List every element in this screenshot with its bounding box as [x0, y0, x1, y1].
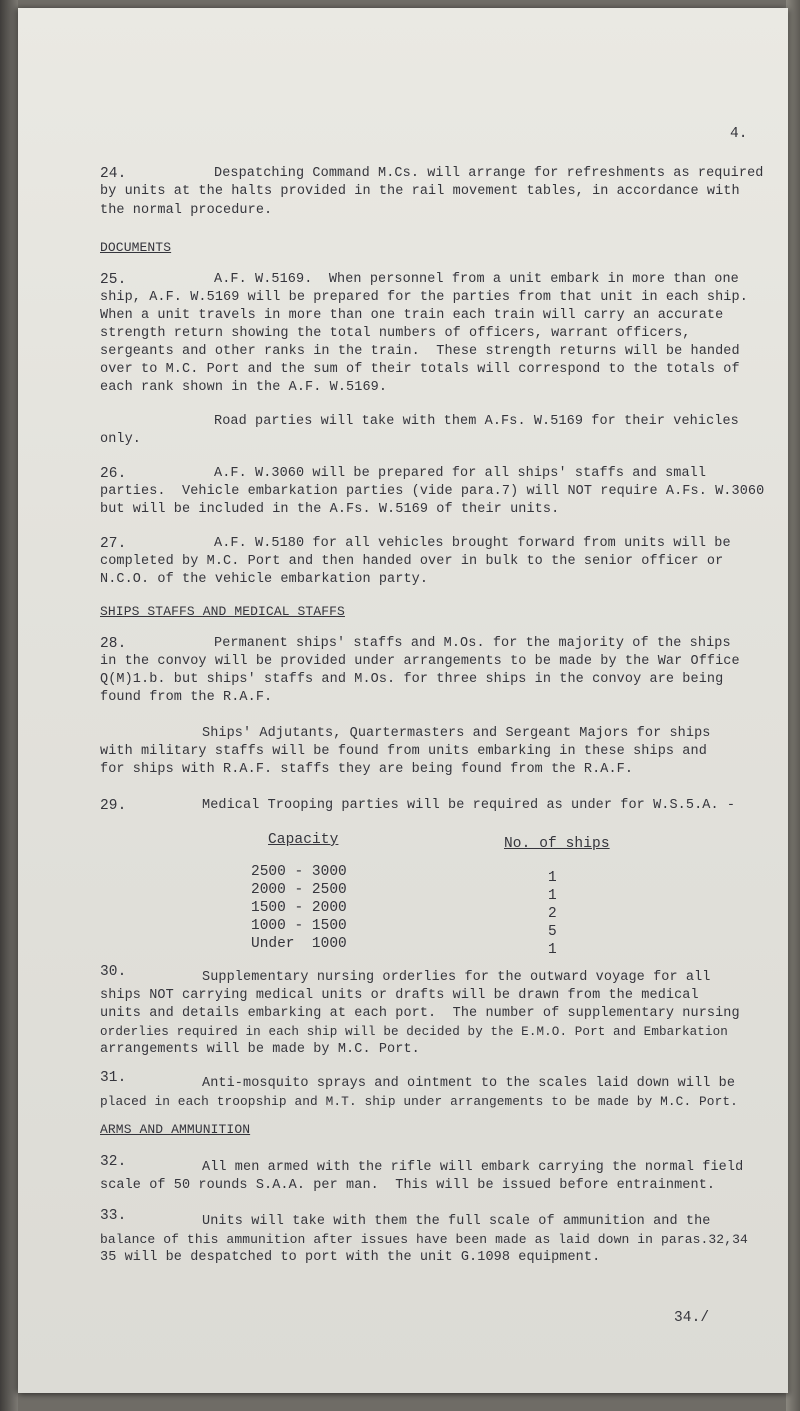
capacity-row-2: 2000 - 2500: [251, 882, 347, 898]
para-30-line-3: units and details embarking at each port. The number of supplementary nursing: [100, 1006, 740, 1021]
heading-documents: DOCUMENTS: [100, 240, 172, 255]
para-32-line-1: All men armed with the rifle will embark carrying the normal field: [202, 1160, 744, 1175]
para-29-text: Medical Trooping parties will be required as under for W.S.5.A. -: [202, 798, 736, 813]
para-27-number: 27.: [100, 536, 127, 552]
ships-row-5: 1: [548, 942, 557, 958]
para-27-line-1: A.F. W.5180 for all vehicles brought forward from units will be: [214, 536, 731, 551]
para-26-line-1: A.F. W.3060 will be prepared for all ships' staffs and small: [214, 466, 707, 481]
ships-row-1: 1: [548, 870, 557, 886]
para-28-number: 28.: [100, 636, 127, 652]
capacity-row-3: 1500 - 2000: [251, 900, 347, 916]
para-27-line-2: completed by M.C. Port and then handed over in bulk to the senior officer or: [100, 554, 724, 569]
capacity-row-5: Under 1000: [251, 936, 347, 952]
para-24-line-1: Despatching Command M.Cs. will arrange for refreshments as required: [214, 166, 764, 181]
ships-row-4: 5: [548, 924, 557, 940]
para-26-line-3: but will be included in the A.Fs. W.5169 of their units.: [100, 502, 560, 517]
binding-edge: [0, 0, 18, 1411]
para-31-line-1: Anti-mosquito sprays and ointment to the scales laid down will be: [202, 1076, 736, 1091]
para-28-line-4: found from the R.A.F.: [100, 690, 273, 705]
para-33-line-2: balance of this ammunition after issues have been made as laid down in paras.32,34: [100, 1232, 748, 1247]
para-26-line-2: parties. Vehicle embarkation parties (vide para.7) will NOT require A.Fs. W.3060: [100, 484, 765, 499]
para-25-line-1: A.F. W.5169. When personnel from a unit embark in more than one: [214, 272, 739, 287]
para-27-line-3: N.C.O. of the vehicle embarkation party.: [100, 572, 429, 587]
para-30-line-4: orderlies required in each ship will be decided by the E.M.O. Port and Embarkation: [100, 1025, 728, 1039]
para-25-road-1: Road parties will take with them A.Fs. W.5169 for their vehicles: [214, 414, 739, 429]
para-26-number: 26.: [100, 466, 127, 482]
para-25-line-2: ship, A.F. W.5169 will be prepared for the parties from that unit in each ship.: [100, 290, 748, 305]
para-25-number: 25.: [100, 272, 127, 288]
para-25-road-2: only.: [100, 432, 142, 447]
para-33-line-1: Units will take with them the full scale of ammunition and the: [202, 1214, 711, 1229]
ships-row-2: 1: [548, 888, 557, 904]
para-32-number: 32.: [100, 1154, 127, 1170]
para-28-line-2: in the convoy will be provided under arrangements to be made by the War Office: [100, 654, 740, 669]
para-30-line-2: ships NOT carrying medical units or drafts will be drawn from the medical: [100, 988, 699, 1003]
para-25-line-7: each rank shown in the A.F. W.5169.: [100, 380, 388, 395]
para-28-line-1: Permanent ships' staffs and M.Os. for the majority of the ships: [214, 636, 731, 651]
para-31-number: 31.: [100, 1070, 127, 1086]
column-capacity: Capacity: [268, 832, 339, 848]
para-33-number: 33.: [100, 1208, 127, 1224]
para-30-number: 30.: [100, 964, 127, 980]
para-28-line-3: Q(M)1.b. but ships' staffs and M.Os. for three ships in the convoy are being: [100, 672, 724, 687]
heading-arms-ammunition: ARMS AND AMMUNITION: [100, 1122, 251, 1137]
para-31-line-2: placed in each troopship and M.T. ship under arrangements to be made by M.C. Port.: [100, 1094, 738, 1109]
capacity-row-1: 2500 - 3000: [251, 864, 347, 880]
continuation-marker: 34./: [674, 1310, 710, 1326]
para-28-adj-3: for ships with R.A.F. staffs they are being found from the R.A.F.: [100, 762, 634, 777]
heading-ships-staffs: SHIPS STAFFS AND MEDICAL STAFFS: [100, 604, 345, 619]
para-25-line-5: sergeants and other ranks in the train. These strength returns will be handed: [100, 344, 740, 359]
para-33-line-3: 35 will be despatched to port with the unit G.1098 equipment.: [100, 1250, 601, 1265]
page-number: 4.: [730, 126, 748, 142]
para-30-line-1: Supplementary nursing orderlies for the outward voyage for all: [202, 970, 711, 985]
para-29-number: 29.: [100, 798, 127, 814]
para-24-line-2: by units at the halts provided in the rail movement tables, in accordance with: [100, 184, 740, 199]
para-28-adj-2: with military staffs will be found from units embarking in these ships and: [100, 744, 707, 759]
para-32-line-2: scale of 50 rounds S.A.A. per man. This will be issued before entrainment.: [100, 1178, 716, 1193]
para-25-line-4: strength return showing the total numbers of officers, warrant officers,: [100, 326, 691, 341]
para-24-line-3: the normal procedure.: [100, 203, 273, 218]
para-24-number: 24.: [100, 166, 127, 182]
page-edge: [786, 0, 800, 1411]
ships-row-3: 2: [548, 906, 557, 922]
para-25-line-3: When a unit travels in more than one train each train will carry an accurate: [100, 308, 724, 323]
para-25-line-6: over to M.C. Port and the sum of their totals will correspond to the totals of: [100, 362, 740, 377]
document-page: [18, 8, 788, 1393]
para-28-adj-1: Ships' Adjutants, Quartermasters and Sergeant Majors for ships: [202, 726, 711, 741]
para-30-line-5: arrangements will be made by M.C. Port.: [100, 1042, 420, 1057]
column-no-of-ships: No. of ships: [504, 836, 610, 852]
capacity-row-4: 1000 - 1500: [251, 918, 347, 934]
